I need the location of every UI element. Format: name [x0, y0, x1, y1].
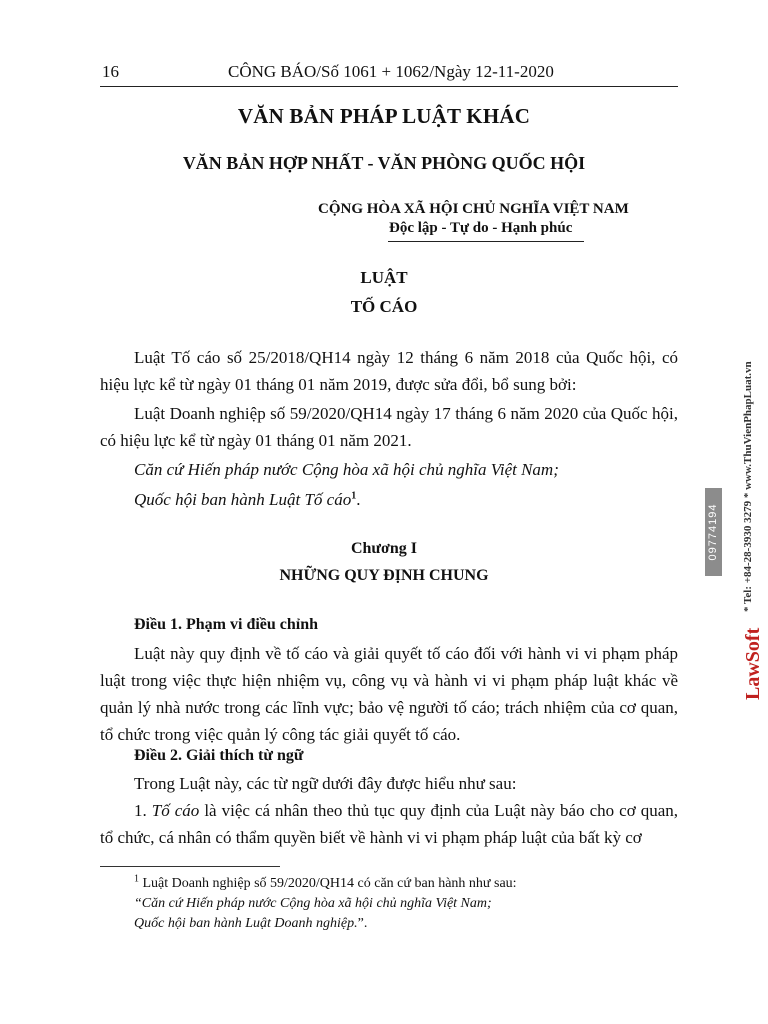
article-2-item-1 [100, 797, 678, 851]
watermark-id: 09774194 [707, 503, 719, 561]
sub-title: VĂN BẢN HỢP NHẤT - VĂN PHÒNG QUỐC HỘI [182, 153, 586, 173]
section-title: VĂN BẢN PHÁP LUẬT KHÁC [237, 104, 531, 128]
item-term: Tố cáo [151, 801, 200, 820]
footnote-ref[interactable]: 1 [351, 490, 357, 502]
nation-name: CỘNG HÒA XÃ HỘI CHỦ NGHĨA VIỆT NAM [318, 201, 629, 217]
article-2-heading: Điều 2. Giải thích từ ngữ [134, 747, 304, 764]
item-text: là việc cá nhân theo thủ tục quy định của Luật này báo cho cơ quan, tổ chức, cá nhân có thẩm quyền biết về hành vi vi phạm pháp luật của bất kỳ cơ [100, 801, 679, 847]
chapter-number: Chương I [350, 540, 418, 557]
footnote-line-2: “Căn cứ Hiến pháp nước Cộng hòa xã hội chủ nghĩa Việt Nam; [134, 896, 492, 911]
item-number: 1. [134, 801, 152, 820]
footnote-rule [100, 866, 280, 867]
chapter-title: NHỮNG QUY ĐỊNH CHUNG [279, 567, 489, 584]
footnote-line-3 [134, 916, 367, 932]
watermark-info: * Tel: +84-28-3930 3279 * www.ThuVienPhapLuat.vn [742, 361, 754, 612]
nation-motto: Độc lập - Tự do - Hạnh phúc [389, 220, 573, 236]
gazette-header: CÔNG BÁO/Số 1061 + 1062/Ngày 12-11-2020 [228, 62, 554, 81]
article-2-intro: Trong Luật này, các từ ngữ dưới đây được hiểu như sau: [134, 774, 517, 793]
law-title-line2: TỐ CÁO [350, 297, 418, 316]
enactment-end: . [356, 490, 361, 509]
article-1-text: Luật này quy định về tố cáo và giải quyết tố cáo đối với hành vi vi phạm pháp luật trong việc thực hiện nhiệm vụ, công vụ và hành vi vi phạm pháp luật khác về quản lý nhà nước trong các lĩnh vực; bảo vệ người tố cáo; trách nhiệm của cơ quan, tổ chức trong việc quản lý công tác giải quyết tố cáo. [100, 644, 678, 744]
header-rule [100, 86, 678, 87]
footnote-text-3-end: ”. [357, 916, 368, 931]
intro-paragraph-4 [100, 486, 678, 513]
intro-paragraph-2: Luật Doanh nghiệp số 59/2020/QH14 ngày 17 tháng 6 năm 2020 của Quốc hội, có hiệu lực kể từ ngày 01 tháng 01 năm 2021. [100, 404, 678, 450]
motto-underline [388, 241, 584, 242]
footnote-text-3: Quốc hội ban hành Luật Doanh nghiệp. [134, 916, 358, 931]
footnote-number: 1 [134, 873, 139, 885]
watermark-id-badge [705, 488, 722, 576]
footnote-line-1 [134, 873, 517, 892]
enactment-text: Quốc hội ban hành Luật Tố cáo [134, 490, 352, 509]
intro-paragraph-3: Căn cứ Hiến pháp nước Cộng hòa xã hội chủ nghĩa Việt Nam; [134, 460, 559, 479]
footnote-text-1: Luật Doanh nghiệp số 59/2020/QH14 có căn cứ ban hành như sau: [139, 876, 517, 891]
page-number: 16 [102, 62, 119, 81]
watermark-logo: LawSoft [742, 627, 764, 700]
article-1-heading: Điều 1. Phạm vi điều chỉnh [134, 616, 319, 633]
intro-paragraph-1: Luật Tố cáo số 25/2018/QH14 ngày 12 tháng 6 năm 2018 của Quốc hội, có hiệu lực kể từ ngày 01 tháng 01 năm 2019, được sửa đổi, bổ sung bởi: [100, 348, 678, 394]
law-title-line1: LUẬT [360, 268, 408, 287]
